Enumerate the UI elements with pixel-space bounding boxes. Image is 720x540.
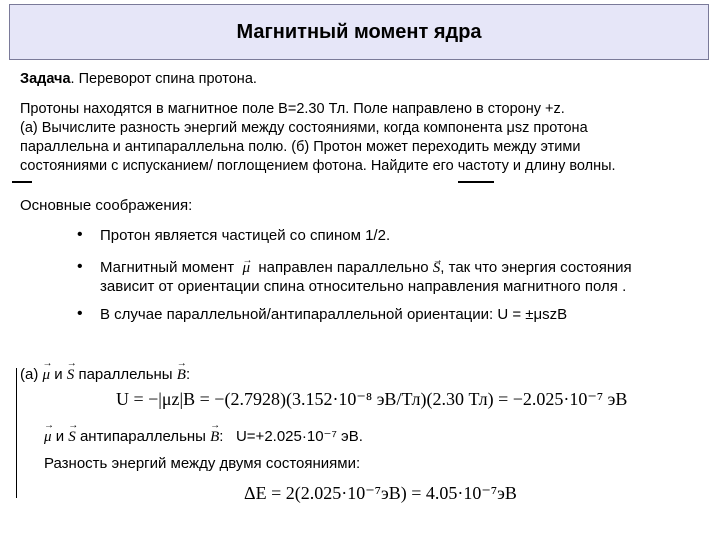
bullet-2-part-a: Магнитный момент [100,259,235,276]
mu-vector-symbol: → μ [242,260,250,276]
task-line-1: Протоны находятся в магнитное поле B=2.30 Тл. Поле направлено в сторону +z. [20,101,565,117]
bullet-3-text: В случае параллельной/антипараллельной ориентации: U = ±μszB [100,306,568,323]
and-word-2: и [55,428,65,445]
parallel-word: параллельны [78,366,173,383]
task-line-4: состояниями с испусканием/ поглощением фотона. Найдите его частоту и длину волны. [20,158,616,174]
energy-equation-parallel: U = −|μz|B = −(2.7928)(3.152·10⁻⁸ эВ/Тл)(2.30 Тл) = −2.025·10⁻⁷ эВ [116,389,628,409]
bullet-dot-2: • [77,258,83,275]
mu-vector-b: → μ [44,429,52,445]
and-word-1: и [54,366,63,383]
page-title: Магнитный момент ядра [236,20,482,43]
bullet-2-part-b: направлен параллельно [258,259,429,276]
field-vector-a: → B [177,367,186,383]
task-line-3: параллельна и антипараллельна полю. (б) Протон может переходить между этими [20,139,581,155]
spin-vector-symbol: → S [433,260,441,276]
antiparallel-line: → μ и → S антипараллельны → B: U=+2.025·10⁻⁷ эВ. [44,427,363,446]
spin-vector-a: → S [67,367,75,383]
considerations-heading: Основные соображения: [20,197,193,214]
bullet-2-line-1 [100,258,632,278]
bullet-1-text: Протон является частицей со спином 1/2. [100,227,391,244]
bullet-dot-3: • [77,305,83,322]
separator-right [458,181,494,183]
energy-diff-label: Разность энергий между двумя состояниями: [44,455,361,472]
bullet-2-line-2: зависит от ориентации спина относительно направления магнитного поля . [100,278,627,295]
solution-a-header: (a) → μ и → S параллельны → B: [20,366,190,384]
task-intro [20,69,257,89]
antiparallel-word: антипараллельны [79,428,206,445]
title-box [9,4,709,60]
separator-left [12,181,32,183]
task-line-2: (а) Вычислите разность энергий между состояниями, когда компонента μsz протона [20,120,588,136]
field-vector-b: → B [210,429,219,445]
part-a-label: (a) [20,366,39,383]
energy-antiparallel: U=+2.025·10⁻⁷ эВ. [235,428,363,445]
mu-vector-a: → μ [43,367,51,383]
spin-vector-b: → S [68,429,76,445]
energy-diff-equation: ΔE = 2(2.025·10⁻⁷эВ) = 4.05·10⁻⁷эВ [244,483,517,503]
task-label: Задача [20,71,71,87]
bullet-2-part-c: , так что энергия состояния [440,259,632,276]
task-rest: . Переворот спина протона. [70,71,257,87]
solution-bracket [16,368,17,498]
bullet-dot-1: • [77,226,83,243]
